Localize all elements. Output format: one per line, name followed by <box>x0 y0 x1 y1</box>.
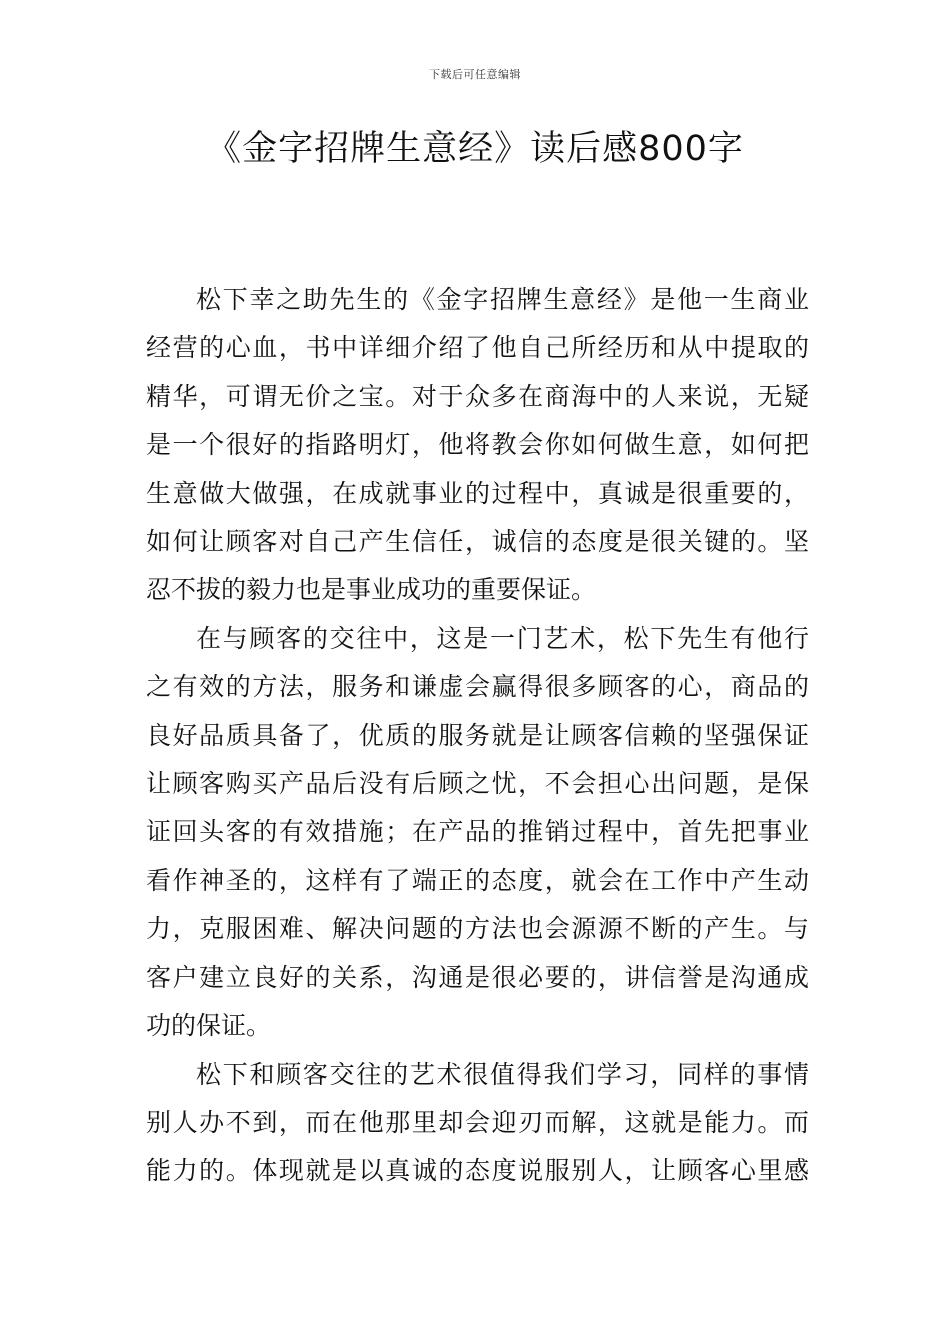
text-line: 功的保证。 <box>146 1011 272 1041</box>
text-line: 力，克服困难、解决问题的方法也会源源不断的产生。与 <box>146 914 809 944</box>
text-line: 客户建立良好的关系，沟通是很必要的，讲信誉是沟通成 <box>146 962 809 992</box>
text-line: 如何让顾客对自己产生信任，诚信的态度是很关键的。坚 <box>146 527 809 557</box>
text-line: 让顾客购买产品后没有后顾之忧，不会担心出问题，是保 <box>146 769 809 799</box>
paragraph <box>146 276 809 615</box>
text-line: 证回头客的有效措施；在产品的推销过程中，首先把事业 <box>146 817 809 847</box>
text-line: 能力的。体现就是以真诚的态度说服别人，让顾客心里感 <box>146 1156 809 1186</box>
text-line: 在与顾客的交往中，这是一门艺术，松下先生有他行 <box>196 623 809 653</box>
document-title: 《金字招牌生意经》读后感800字 <box>206 129 744 169</box>
text-line: 忍不拔的毅力也是事业成功的重要保证。 <box>146 575 597 605</box>
text-line: 是一个很好的指路明灯，他将教会你如何做生意，如何把 <box>146 430 809 460</box>
document-body <box>146 276 809 1196</box>
text-line: 别人办不到，而在他那里却会迎刃而解，这就是能力。而 <box>146 1107 809 1137</box>
text-line: 松下幸之助先生的《金字招牌生意经》是他一生商业 <box>196 285 809 314</box>
text-line: 松下和顾客交往的艺术很值得我们学习，同样的事情 <box>196 1059 809 1089</box>
text-line: 经营的心血，书中详细介绍了他自己所经历和从中提取的 <box>146 333 809 363</box>
text-line: 良好品质具备了，优质的服务就是让顾客信赖的坚强保证 <box>146 720 809 750</box>
paragraph <box>146 1051 809 1196</box>
text-line: 之有效的方法，服务和谦虚会赢得很多顾客的心，商品的 <box>146 672 809 702</box>
header-note: 下载后可任意编辑 <box>429 68 521 81</box>
text-line: 生意做大做强，在成就事业的过程中，真诚是很重要的， <box>146 478 809 508</box>
text-line: 精华，可谓无价之宝。对于众多在商海中的人来说，无疑 <box>146 381 809 411</box>
paragraph <box>146 615 809 1051</box>
text-line: 看作神圣的，这样有了端正的态度，就会在工作中产生动 <box>146 865 809 895</box>
